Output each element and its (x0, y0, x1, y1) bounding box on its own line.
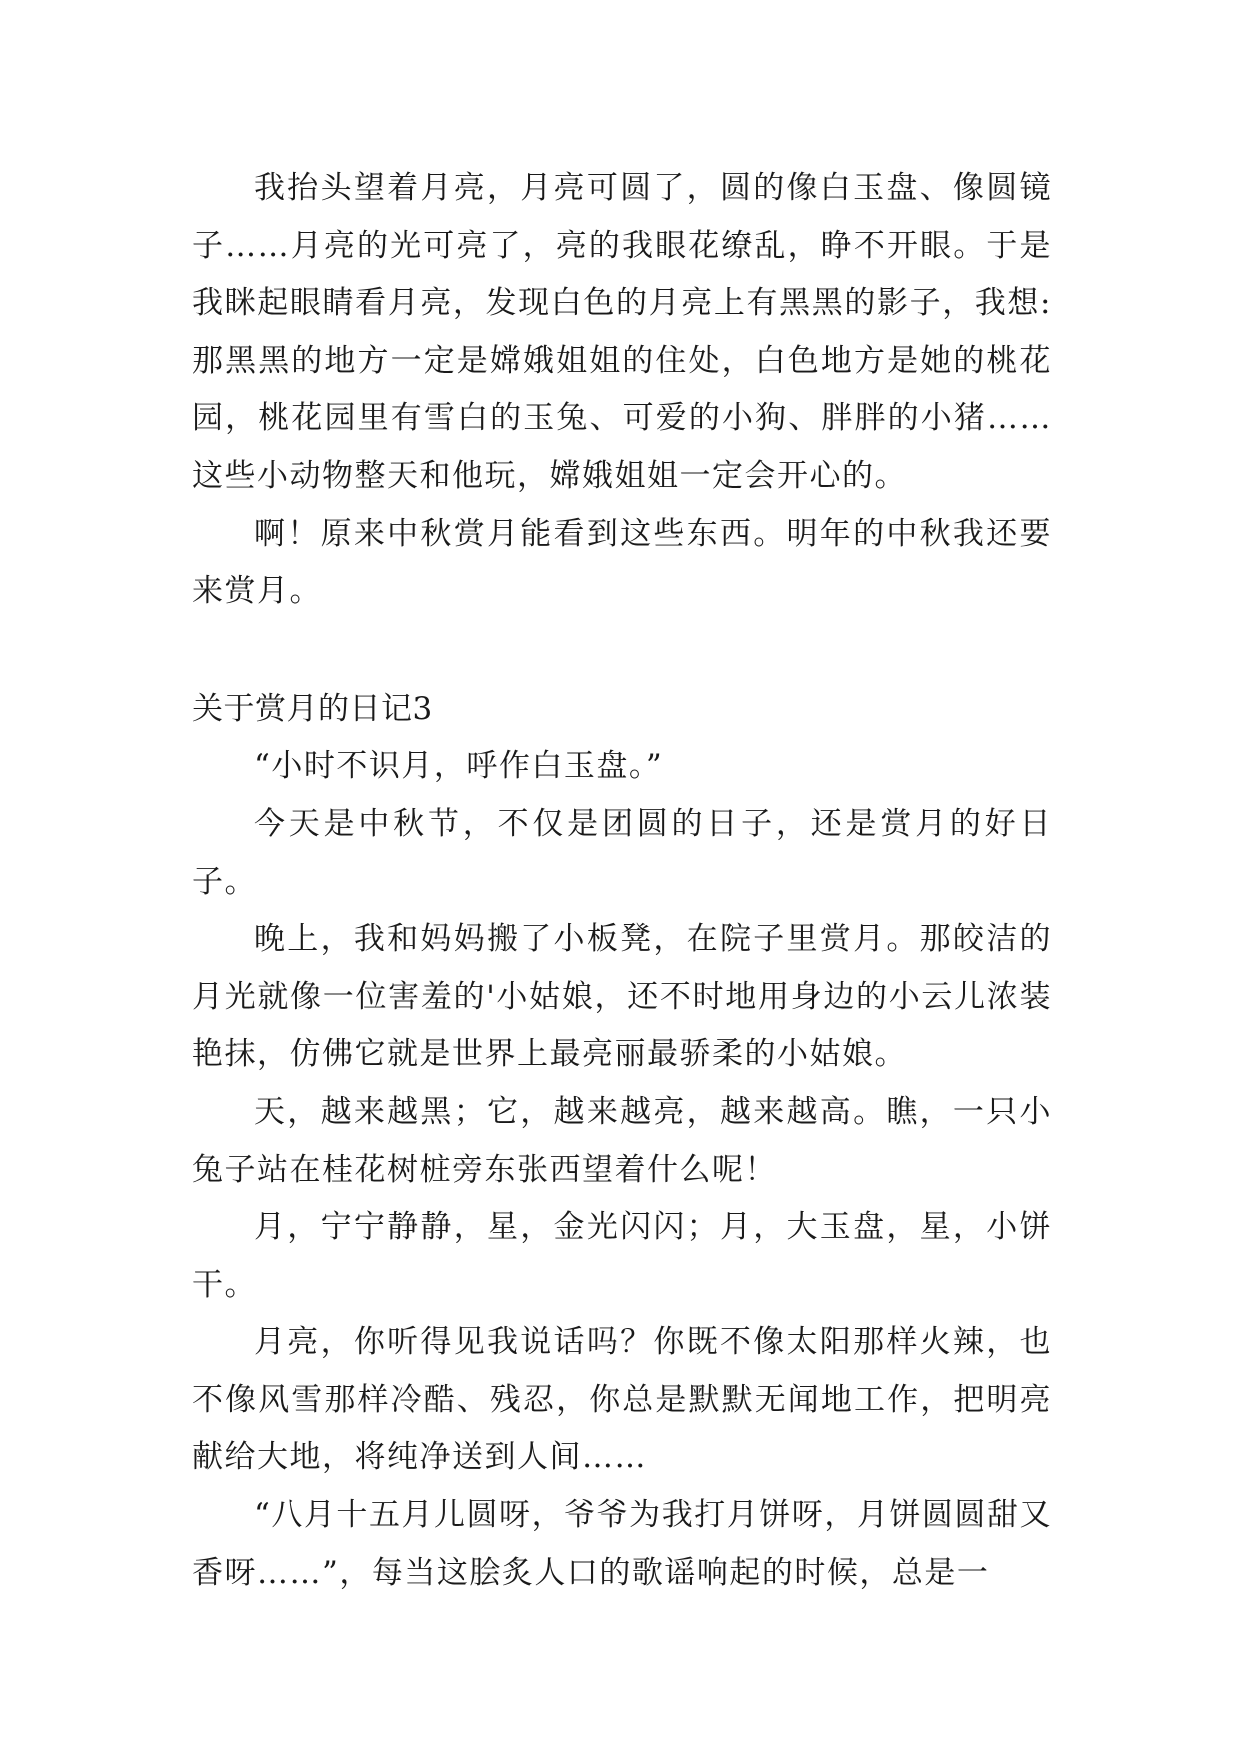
section-title: 关于赏月的日记3 (192, 690, 433, 727)
document-body (192, 160, 1052, 1602)
paragraph-rabbit: 天，越来越黑；它，越来越亮，越来越高。瞧，一只小兔子站在桂花树桩旁东张西望着什么呢！ (192, 1093, 1052, 1188)
paragraph-poem-quote: “小时不识月，呼作白玉盘。” (254, 748, 664, 785)
paragraph-folk-song: “八月十五月儿圆呀，爷爷为我打月饼呀，月饼圆圆甜又香呀……”，每当这脍炙人口的歌谣响起的时候，总是一 (192, 1497, 1052, 1591)
paragraph-mid-autumn: 今天是中秋节，不仅是团圆的日子，还是赏月的好日子。 (192, 805, 1052, 900)
paragraph-evening: 晚上，我和妈妈搬了小板凳，在院子里赏月。那皎洁的月光就像一位害羞的'小姑娘，还不时地用身边的小云儿浓装艳抹，仿佛它就是世界上最亮丽最骄柔的小姑娘。 (192, 921, 1052, 1073)
section-gap (192, 621, 1052, 681)
paragraph-next-year: 啊！原来中秋赏月能看到这些东西。明年的中秋我还要来赏月。 (192, 515, 1052, 610)
paragraph-address-moon: 月亮，你听得见我说话吗？你既不像太阳那样火辣，也不像风雪那样冷酷、残忍，你总是默默无闻地工作，把明亮献给大地，将纯净送到人间…… (192, 1324, 1052, 1476)
paragraph-moon-stars: 月，宁宁静静，星，金光闪闪；月，大玉盘，星，小饼干。 (192, 1209, 1052, 1303)
paragraph-moon-description: 我抬头望着月亮，月亮可圆了，圆的像白玉盘、像圆镜子……月亮的光可亮了，亮的我眼花缭乱，睁不开眼。于是我眯起眼睛看月亮，发现白色的月亮上有黑黑的影子，我想:那黑黑的地方一定是嫦娥姐姐的住处，白色地方是她的桃花园，桃花园里有雪白的玉兔、可爱的小狗、胖胖的小猪……这些小动物整天和他玩，嫦娥姐姐一定会开心的。 (192, 170, 1052, 494)
